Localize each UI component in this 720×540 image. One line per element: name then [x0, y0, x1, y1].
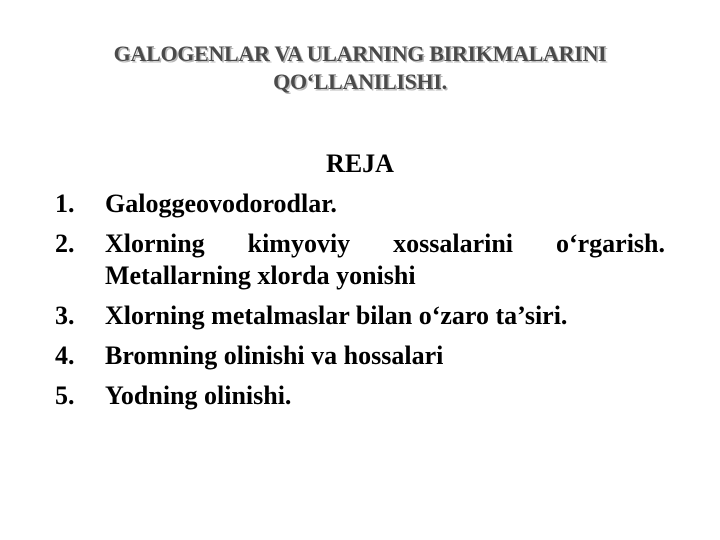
plan-item-3: [55, 300, 665, 332]
plan-item-line: Metallarning xlorda yonishi: [105, 261, 416, 290]
plan-item-number: 1.: [55, 189, 75, 218]
plan-item-line: Galoggeovodorodlar.: [105, 189, 337, 218]
plan-item-2: [55, 228, 665, 292]
plan-heading: REJA: [326, 149, 394, 178]
plan-item-4: [55, 340, 665, 372]
plan-item-number: 3.: [55, 301, 75, 330]
plan-item-text: [105, 228, 665, 292]
plan-item-number: 4.: [55, 341, 75, 370]
slide-title-line-1: GALOGENLAR VA ULARNING BIRIKMALARINI: [113, 41, 607, 66]
plan-item-text: [105, 340, 665, 372]
plan-item-line: Bromning olinishi va hossalari: [105, 341, 444, 370]
plan-item-line: Xlorning kimyoviy xossalarini o‘rgarish.: [105, 229, 665, 258]
plan-item-text: [105, 188, 665, 220]
plan-item-number: 5.: [55, 381, 75, 410]
slide-title: [70, 40, 650, 96]
plan-item-1: [55, 188, 665, 220]
slide-title-line-2: QO‘LLANILISHI.: [273, 69, 447, 94]
plan-item-line: Yodning olinishi.: [105, 381, 292, 410]
plan-list: [55, 188, 665, 420]
plan-item-line: Xlorning metalmaslar bilan o‘zaro ta’siri.: [105, 301, 568, 330]
plan-item-number: 2.: [55, 229, 75, 258]
plan-item-text: [105, 380, 665, 412]
plan-item-text: [105, 300, 665, 332]
plan-item-5: [55, 380, 665, 412]
